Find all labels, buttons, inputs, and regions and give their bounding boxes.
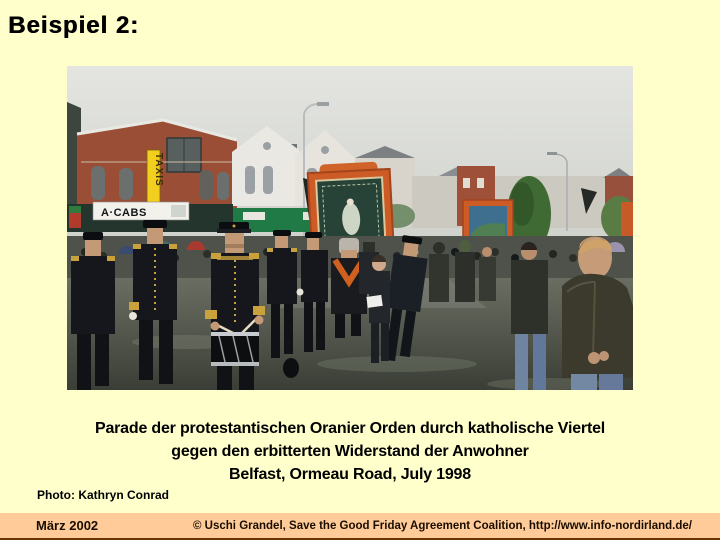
- photo-credit: Photo: Kathryn Conrad: [37, 488, 169, 502]
- footer-date: März 2002: [36, 518, 99, 533]
- photo-caption: [67, 417, 633, 486]
- svg-text:TAXIS: TAXIS: [153, 153, 164, 187]
- footer-bar: [0, 513, 720, 540]
- caption-line-1: Parade der protestantischen Oranier Orden durch katholische Viertel: [94, 420, 606, 437]
- parade-photo: [67, 66, 633, 390]
- cabs-sign: [93, 202, 189, 220]
- caption-line-3: Belfast, Ormeau Road, July 1998: [229, 466, 471, 483]
- snare-drum: [211, 332, 259, 366]
- svg-text:A·CABS: A·CABS: [101, 207, 147, 219]
- footer-copyright: © Uschi Grandel, Save the Good Friday Agreement Coalition, http://www.info-nordirland.de/: [193, 519, 692, 532]
- parade-photo-illustration: [67, 66, 633, 390]
- caption-line-2: gegen den erbitterten Widerstand der Anwohner: [171, 443, 529, 460]
- slide-title: Beispiel 2:: [8, 12, 140, 39]
